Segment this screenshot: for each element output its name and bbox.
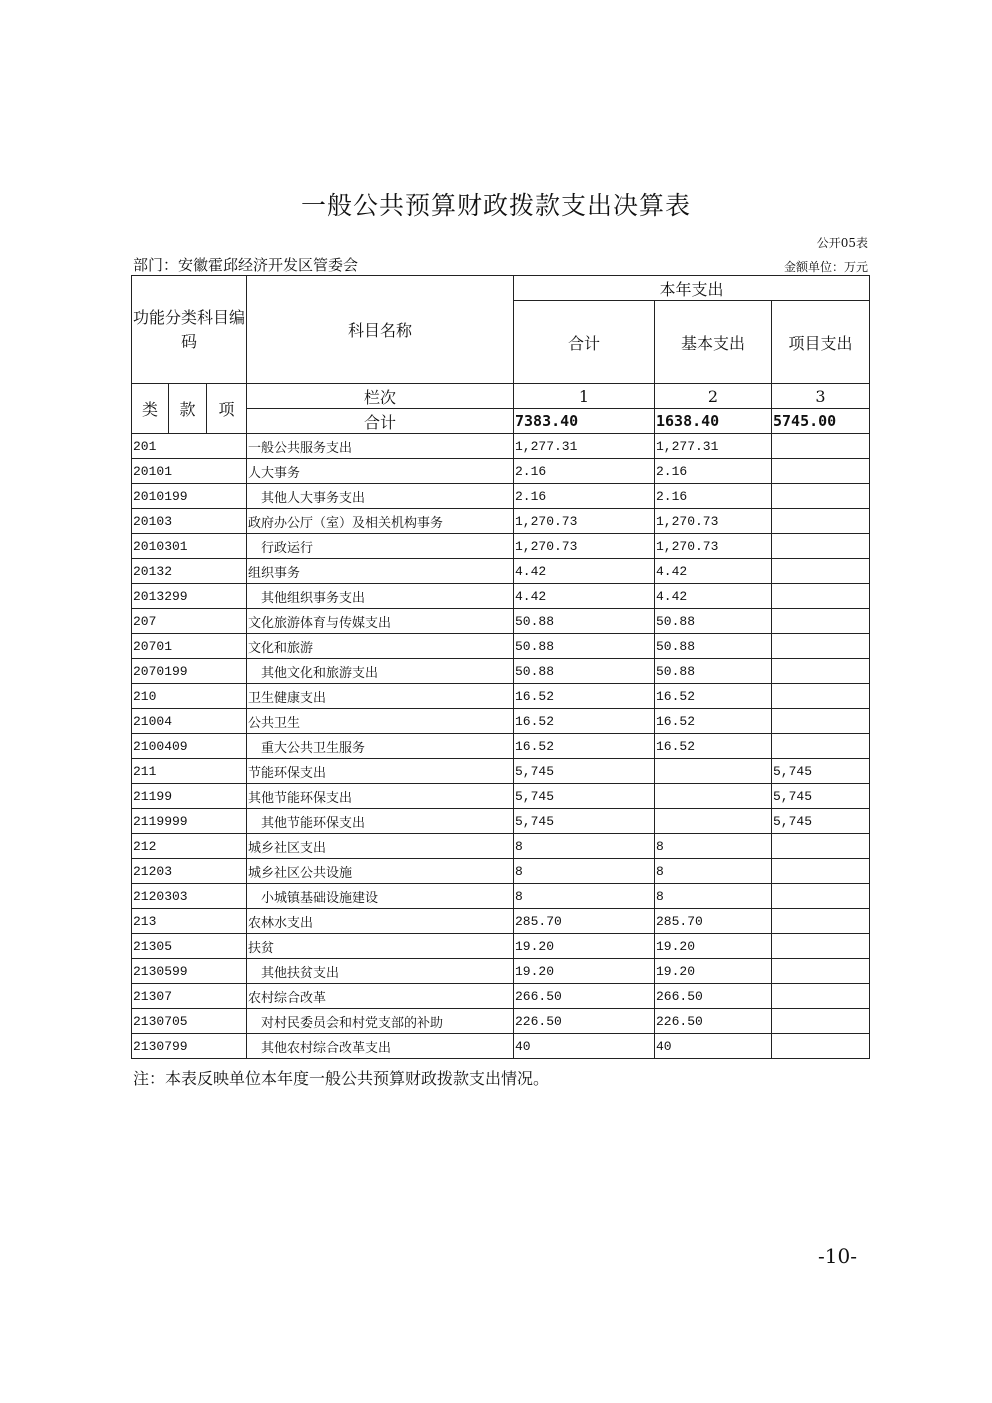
row-total: 50.88 bbox=[514, 634, 655, 659]
row-project bbox=[772, 534, 870, 559]
table-row bbox=[132, 434, 870, 459]
row-basic: 1,270.73 bbox=[655, 509, 772, 534]
row-name: 其他节能环保支出 bbox=[247, 809, 514, 834]
row-total: 4.42 bbox=[514, 584, 655, 609]
row-basic: 16.52 bbox=[655, 734, 772, 759]
row-code: 20132 bbox=[132, 559, 247, 584]
row-total: 5,745 bbox=[514, 759, 655, 784]
row-basic: 50.88 bbox=[655, 609, 772, 634]
row-name: 其他扶贫支出 bbox=[247, 959, 514, 984]
row-total: 266.50 bbox=[514, 984, 655, 1009]
table-row bbox=[132, 934, 870, 959]
row-basic: 16.52 bbox=[655, 709, 772, 734]
row-name: 文化旅游体育与传媒支出 bbox=[247, 609, 514, 634]
row-project bbox=[772, 609, 870, 634]
table-row bbox=[132, 759, 870, 784]
page-number: -10- bbox=[818, 1244, 857, 1268]
row-project: 5,745 bbox=[772, 759, 870, 784]
row-name: 政府办公厅（室）及相关机构事务 bbox=[247, 509, 514, 534]
table-row bbox=[132, 984, 870, 1009]
row-name: 组织事务 bbox=[247, 559, 514, 584]
sum-total: 7383.40 bbox=[514, 409, 655, 434]
row-project bbox=[772, 909, 870, 934]
row-code: 20103 bbox=[132, 509, 247, 534]
table-note: 注：本表反映单位本年度一般公共预算财政拨款支出情况。 bbox=[133, 1069, 550, 1088]
row-code: 201 bbox=[132, 434, 247, 459]
row-total: 4.42 bbox=[514, 559, 655, 584]
row-total: 5,745 bbox=[514, 809, 655, 834]
row-project bbox=[772, 884, 870, 909]
header-total: 合计 bbox=[514, 301, 655, 384]
header-kuan: 款 bbox=[169, 384, 207, 434]
row-name: 扶贫 bbox=[247, 934, 514, 959]
row-project bbox=[772, 859, 870, 884]
row-code: 21307 bbox=[132, 984, 247, 1009]
table-row bbox=[132, 609, 870, 634]
row-name: 农林水支出 bbox=[247, 909, 514, 934]
table-row bbox=[132, 834, 870, 859]
table-row bbox=[132, 509, 870, 534]
col-index-2: 2 bbox=[655, 384, 772, 409]
row-total: 5,745 bbox=[514, 784, 655, 809]
row-total: 2.16 bbox=[514, 484, 655, 509]
row-code: 2013299 bbox=[132, 584, 247, 609]
row-code: 2119999 bbox=[132, 809, 247, 834]
row-total: 226.50 bbox=[514, 1009, 655, 1034]
row-project bbox=[772, 984, 870, 1009]
row-total: 8 bbox=[514, 834, 655, 859]
table-row bbox=[132, 1009, 870, 1034]
row-code: 2120303 bbox=[132, 884, 247, 909]
row-name: 城乡社区公共设施 bbox=[247, 859, 514, 884]
expenditure-table bbox=[131, 275, 870, 1059]
table-row bbox=[132, 484, 870, 509]
row-name: 公共卫生 bbox=[247, 709, 514, 734]
table-row bbox=[132, 809, 870, 834]
table-row bbox=[132, 909, 870, 934]
row-name: 其他农村综合改革支出 bbox=[247, 1034, 514, 1059]
row-code: 210 bbox=[132, 684, 247, 709]
row-project bbox=[772, 659, 870, 684]
row-basic: 8 bbox=[655, 859, 772, 884]
row-project bbox=[772, 584, 870, 609]
table-row bbox=[132, 784, 870, 809]
row-basic bbox=[655, 759, 772, 784]
row-total: 40 bbox=[514, 1034, 655, 1059]
table-row bbox=[132, 559, 870, 584]
row-code: 2070199 bbox=[132, 659, 247, 684]
row-code: 21305 bbox=[132, 934, 247, 959]
row-code: 213 bbox=[132, 909, 247, 934]
col-index-1: 1 bbox=[514, 384, 655, 409]
sum-project: 5745.00 bbox=[772, 409, 870, 434]
table-row bbox=[132, 584, 870, 609]
row-name: 小城镇基础设施建设 bbox=[247, 884, 514, 909]
table-row bbox=[132, 959, 870, 984]
row-project: 5,745 bbox=[772, 809, 870, 834]
row-basic: 2.16 bbox=[655, 459, 772, 484]
row-total: 19.20 bbox=[514, 959, 655, 984]
row-name: 卫生健康支出 bbox=[247, 684, 514, 709]
row-basic: 285.70 bbox=[655, 909, 772, 934]
row-basic: 50.88 bbox=[655, 659, 772, 684]
header-name: 科目名称 bbox=[247, 276, 514, 384]
table-row bbox=[132, 734, 870, 759]
row-name: 行政运行 bbox=[247, 534, 514, 559]
row-name: 农村综合改革 bbox=[247, 984, 514, 1009]
row-code: 2130599 bbox=[132, 959, 247, 984]
row-project bbox=[772, 509, 870, 534]
row-basic: 16.52 bbox=[655, 684, 772, 709]
row-total: 16.52 bbox=[514, 709, 655, 734]
row-total: 1,270.73 bbox=[514, 509, 655, 534]
col-index-3: 3 bbox=[772, 384, 870, 409]
row-code: 21203 bbox=[132, 859, 247, 884]
row-basic: 4.42 bbox=[655, 584, 772, 609]
row-project bbox=[772, 1009, 870, 1034]
row-project bbox=[772, 634, 870, 659]
row-code: 207 bbox=[132, 609, 247, 634]
table-row bbox=[132, 709, 870, 734]
table-row bbox=[132, 684, 870, 709]
table-row bbox=[132, 659, 870, 684]
row-code: 2100409 bbox=[132, 734, 247, 759]
row-project bbox=[772, 434, 870, 459]
row-code: 212 bbox=[132, 834, 247, 859]
row-project bbox=[772, 484, 870, 509]
row-total: 8 bbox=[514, 859, 655, 884]
row-total: 1,277.31 bbox=[514, 434, 655, 459]
row-project bbox=[772, 559, 870, 584]
row-project bbox=[772, 734, 870, 759]
row-basic: 40 bbox=[655, 1034, 772, 1059]
row-name: 节能环保支出 bbox=[247, 759, 514, 784]
row-project: 5,745 bbox=[772, 784, 870, 809]
row-name: 文化和旅游 bbox=[247, 634, 514, 659]
row-total: 285.70 bbox=[514, 909, 655, 934]
row-code: 2010199 bbox=[132, 484, 247, 509]
table-row bbox=[132, 634, 870, 659]
table-row bbox=[132, 459, 870, 484]
row-basic: 8 bbox=[655, 884, 772, 909]
row-basic: 1,277.31 bbox=[655, 434, 772, 459]
row-project bbox=[772, 934, 870, 959]
row-code: 2130799 bbox=[132, 1034, 247, 1059]
row-project bbox=[772, 459, 870, 484]
row-name: 重大公共卫生服务 bbox=[247, 734, 514, 759]
row-project bbox=[772, 834, 870, 859]
row-code: 2010301 bbox=[132, 534, 247, 559]
row-basic: 19.20 bbox=[655, 934, 772, 959]
row-project bbox=[772, 1034, 870, 1059]
row-name: 其他组织事务支出 bbox=[247, 584, 514, 609]
header-xiang: 项 bbox=[207, 384, 247, 434]
row-name: 城乡社区支出 bbox=[247, 834, 514, 859]
header-year: 本年支出 bbox=[514, 276, 870, 301]
header-basic: 基本支出 bbox=[655, 301, 772, 384]
row-code: 21199 bbox=[132, 784, 247, 809]
header-lanci: 栏次 bbox=[247, 384, 514, 409]
header-lei: 类 bbox=[132, 384, 169, 434]
department-label: 部门：安徽霍邱经济开发区管委会 bbox=[133, 256, 359, 274]
row-basic: 266.50 bbox=[655, 984, 772, 1009]
row-basic: 8 bbox=[655, 834, 772, 859]
row-name: 其他节能环保支出 bbox=[247, 784, 514, 809]
row-total: 16.52 bbox=[514, 684, 655, 709]
row-project bbox=[772, 684, 870, 709]
row-code: 2130705 bbox=[132, 1009, 247, 1034]
sum-basic: 1638.40 bbox=[655, 409, 772, 434]
row-name: 对村民委员会和村党支部的补助 bbox=[247, 1009, 514, 1034]
row-project bbox=[772, 709, 870, 734]
row-basic bbox=[655, 784, 772, 809]
header-project: 项目支出 bbox=[772, 301, 870, 384]
row-total: 50.88 bbox=[514, 659, 655, 684]
row-project bbox=[772, 959, 870, 984]
row-basic: 4.42 bbox=[655, 559, 772, 584]
row-basic: 1,270.73 bbox=[655, 534, 772, 559]
row-basic: 2.16 bbox=[655, 484, 772, 509]
table-row bbox=[132, 534, 870, 559]
row-name: 一般公共服务支出 bbox=[247, 434, 514, 459]
page-title: 一般公共预算财政拨款支出决算表 bbox=[300, 191, 691, 220]
row-code: 21004 bbox=[132, 709, 247, 734]
table-row bbox=[132, 1034, 870, 1059]
row-total: 50.88 bbox=[514, 609, 655, 634]
table-row bbox=[132, 859, 870, 884]
header-code: 功能分类科目编码 bbox=[132, 276, 247, 384]
row-code: 211 bbox=[132, 759, 247, 784]
row-name: 人大事务 bbox=[247, 459, 514, 484]
row-total: 16.52 bbox=[514, 734, 655, 759]
row-total: 1,270.73 bbox=[514, 534, 655, 559]
sum-label: 合计 bbox=[247, 409, 514, 434]
form-number: 公开05表 bbox=[816, 236, 868, 250]
row-code: 20101 bbox=[132, 459, 247, 484]
table-body bbox=[132, 434, 870, 1059]
table-row bbox=[132, 884, 870, 909]
row-total: 8 bbox=[514, 884, 655, 909]
row-basic: 19.20 bbox=[655, 959, 772, 984]
row-total: 2.16 bbox=[514, 459, 655, 484]
row-name: 其他人大事务支出 bbox=[247, 484, 514, 509]
row-code: 20701 bbox=[132, 634, 247, 659]
unit-label: 金额单位：万元 bbox=[783, 260, 868, 274]
row-basic: 50.88 bbox=[655, 634, 772, 659]
row-basic bbox=[655, 809, 772, 834]
row-basic: 226.50 bbox=[655, 1009, 772, 1034]
row-total: 19.20 bbox=[514, 934, 655, 959]
row-name: 其他文化和旅游支出 bbox=[247, 659, 514, 684]
